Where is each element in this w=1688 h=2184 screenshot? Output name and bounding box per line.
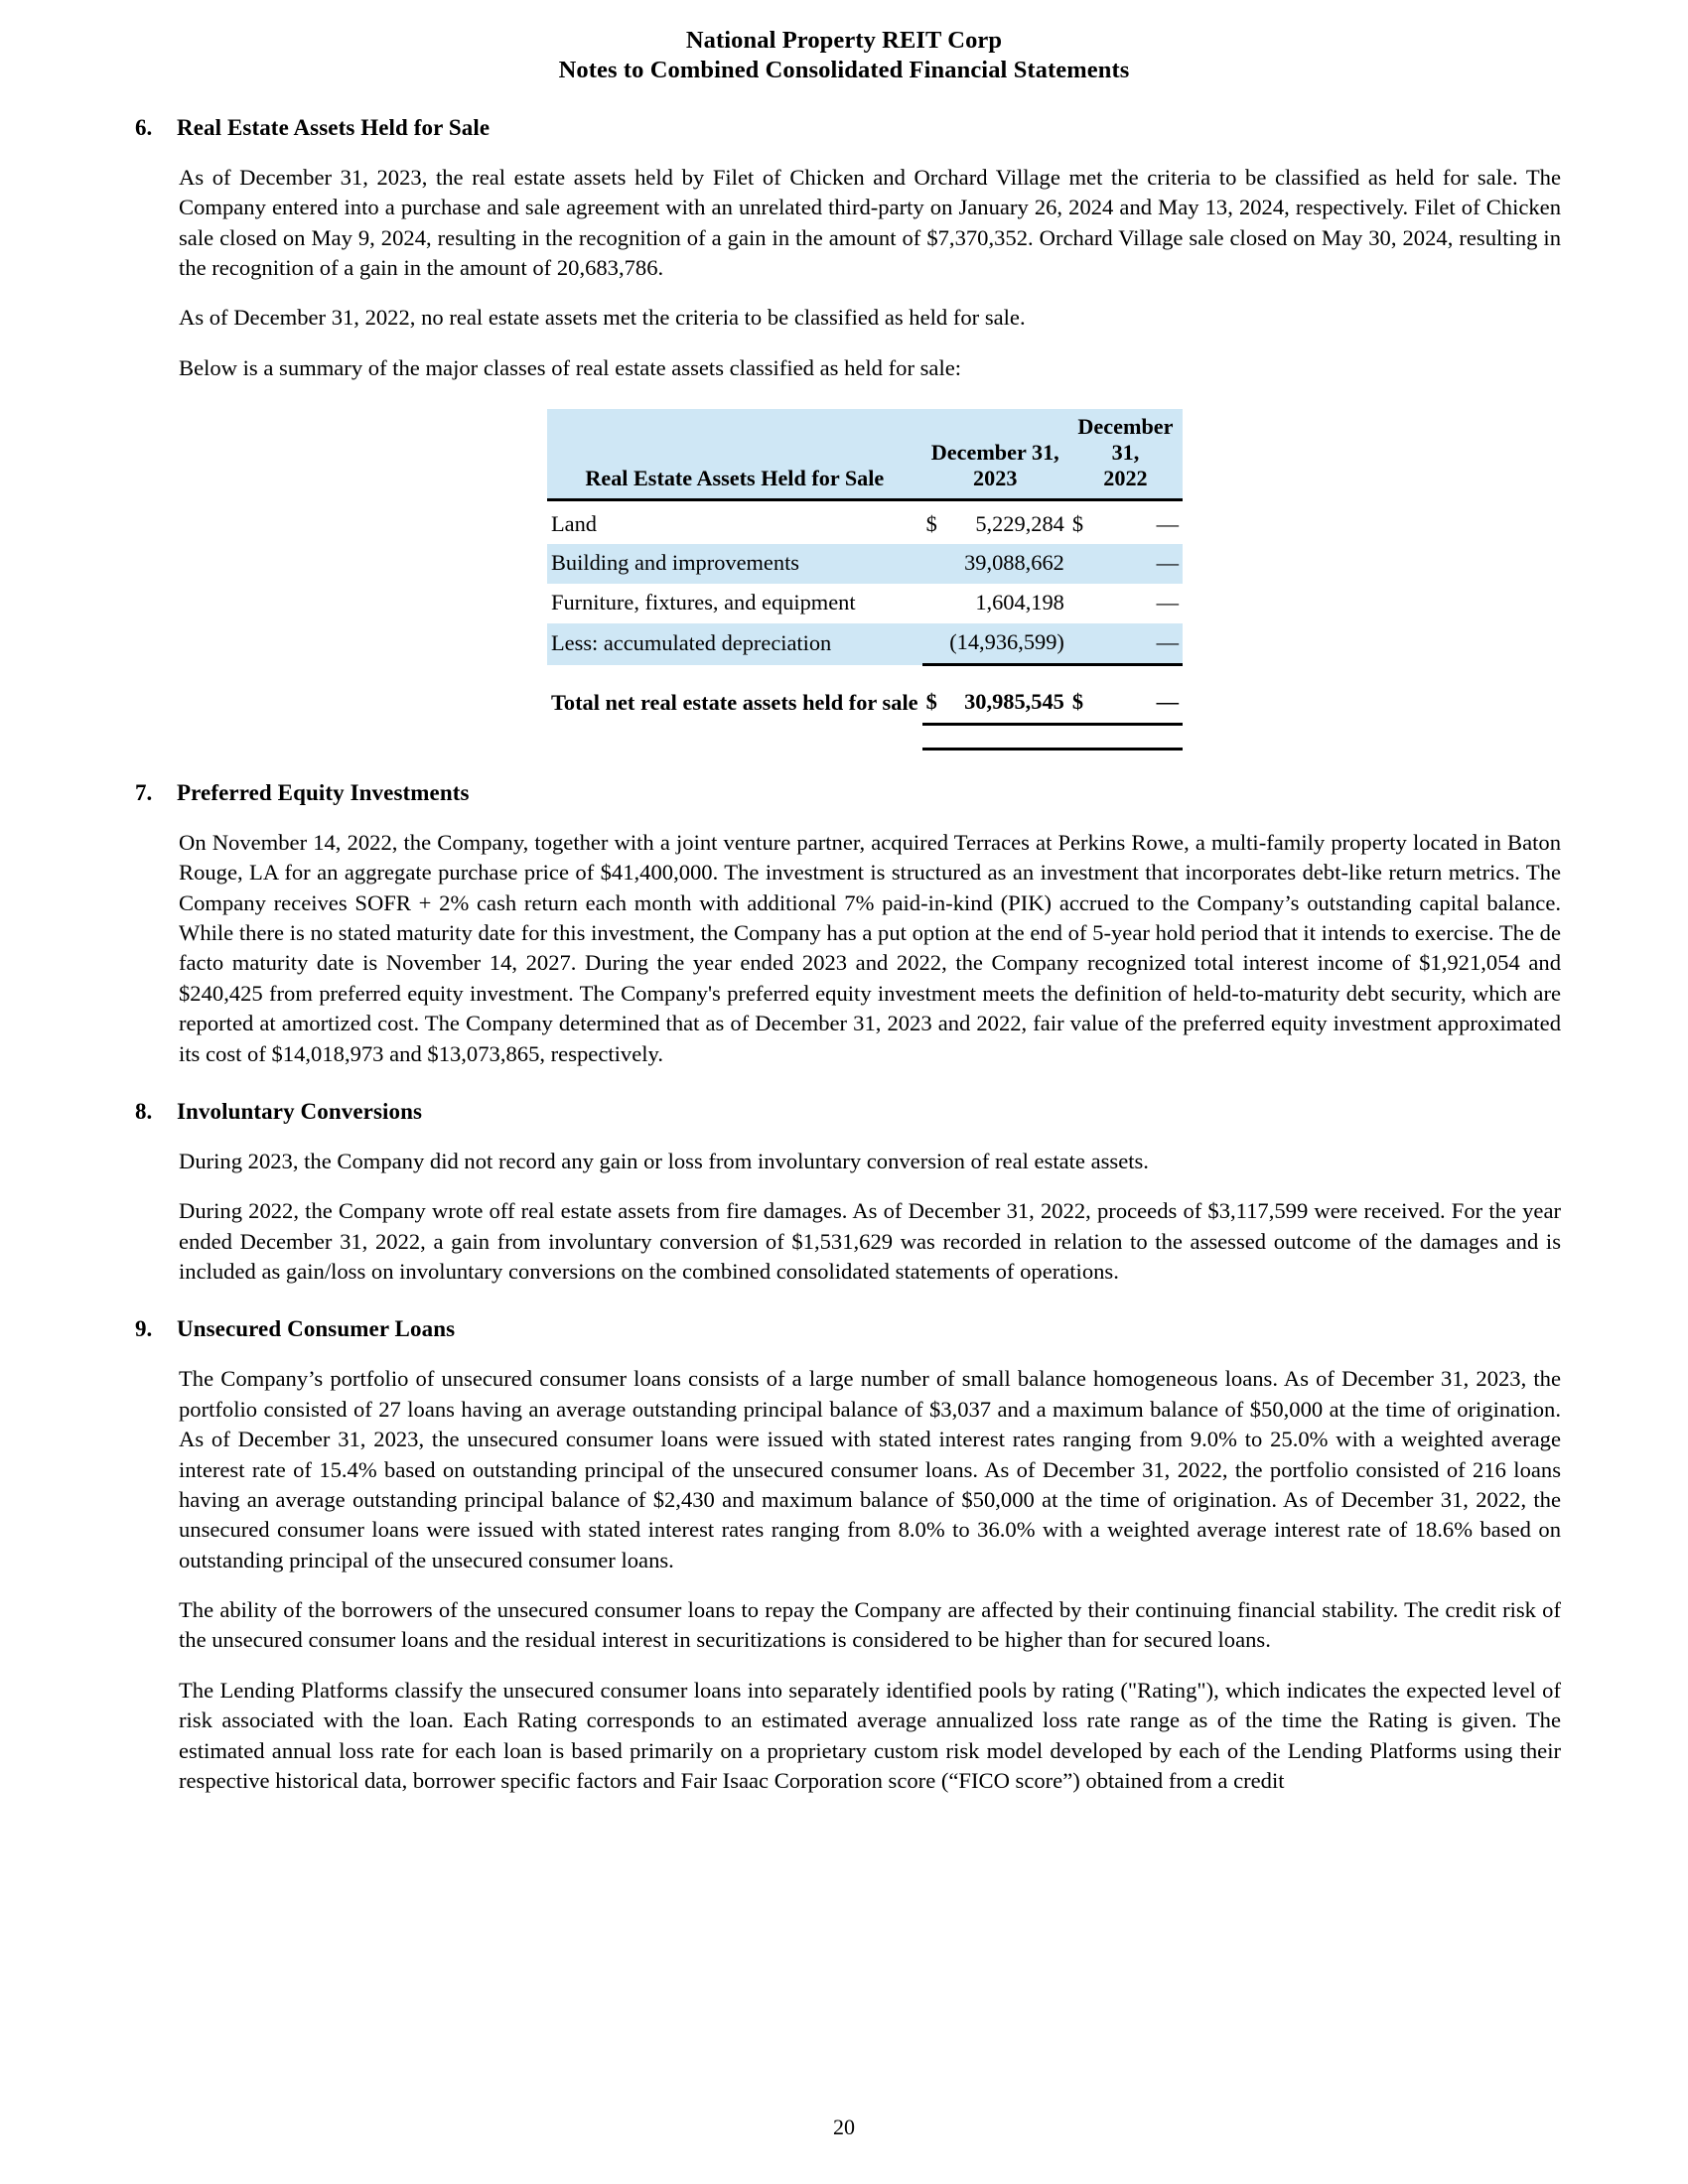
- row-currency-2023: $: [925, 510, 937, 536]
- table-subtotal-rule: [547, 665, 1183, 684]
- table-total-row: [547, 683, 1183, 724]
- section-7-paragraph-1: On November 14, 2022, the Company, together with a joint venture partner, acquired Terraces at Perkins Rowe, a multi-family property located in Baton Rouge, LA for an aggregate purchase price of $41,400,000. The investment is structured as an investment that incorporates debt-like return metrics. The Company receives SOFR + 2% cash return each month with additional 7% paid-in-kind (PIK) accrued to the Company’s outstanding capital balance. While there is no stated maturity date for this investment, the Company has a put option at the end of 5-year hold period that it intends to exercise. The de facto maturity date is November 14, 2027. During the year ended 2023 and 2022, the Company recognized total interest income of $1,921,054 and $240,425 from preferred equity investment. The Company's preferred equity investment meets the definition of held-to-maturity debt security, which are reported at amortized cost. The Company determined that as of December 31, 2023 and 2022, fair value of the preferred equity investment approximated its cost of $14,018,973 and $13,073,865, respectively.: [179, 829, 1561, 1066]
- total-value-2023: 30,985,545: [964, 689, 1064, 715]
- total-currency-2022: $: [1071, 689, 1084, 715]
- row-currency-2022: [1068, 623, 1095, 664]
- row-value-2022: —: [1156, 510, 1179, 536]
- held-for-sale-table-wrapper: [127, 383, 1561, 751]
- row-value-2022: —: [1095, 544, 1183, 584]
- table-row: [547, 505, 1183, 545]
- section-8-heading: [127, 1099, 1561, 1125]
- table-head: [547, 409, 1183, 505]
- section-8-paragraph-1: During 2023, the Company did not record any gain or loss from involuntary conversion of real estate assets.: [179, 1148, 1149, 1173]
- section-9-paragraph-2: The ability of the borrowers of the unsecured consumer loans to repay the Company are affected by their continuing financial stability. The credit risk of the unsecured consumer loans and the residual interest in securitizations is considered to be higher than for secured loans.: [179, 1597, 1561, 1653]
- total-currency-2023: $: [925, 689, 937, 715]
- table-header-col-2022-line2: 2022: [1103, 466, 1148, 491]
- table-header-col-2023-line2: 2023: [973, 466, 1018, 491]
- section-6-paragraph-3: Below is a summary of the major classes of real estate assets classified as held for sale:: [179, 354, 962, 380]
- section-6: [127, 115, 1561, 383]
- row-currency-2022: [1068, 584, 1095, 623]
- table-header-label: Real Estate Assets Held for Sale: [547, 409, 922, 499]
- row-label: Land: [551, 510, 598, 536]
- document-subtitle: Notes to Combined Consolidated Financial Statements: [558, 56, 1130, 83]
- company-name: National Property REIT Corp: [685, 27, 1003, 54]
- row-label: Furniture, fixtures, and equipment: [551, 590, 856, 615]
- section-6-heading: [127, 115, 1561, 141]
- row-value-2023: 5,229,284: [975, 510, 1064, 536]
- row-currency-2023: [922, 544, 945, 584]
- table-header-col-2023-line1: December 31,: [930, 440, 1059, 466]
- section-9-title: Unsecured Consumer Loans: [177, 1316, 456, 1342]
- row-value-2022: —: [1156, 590, 1179, 615]
- row-currency-2022: $: [1071, 510, 1084, 536]
- row-currency-2023: [922, 584, 945, 623]
- section-7-heading: [127, 780, 1561, 806]
- section-9: [127, 1316, 1561, 1796]
- section-7-title: Preferred Equity Investments: [177, 779, 470, 805]
- section-9-heading: [127, 1316, 1561, 1342]
- table-row: [547, 623, 1183, 664]
- total-label: Total net real estate assets held for sale: [551, 689, 918, 715]
- table-total-double-rule: [547, 724, 1183, 749]
- section-7-number: 7.: [135, 779, 153, 805]
- section-9-number: 9.: [135, 1316, 153, 1342]
- section-7: [127, 780, 1561, 1069]
- row-label: Less: accumulated depreciation: [547, 623, 922, 664]
- table-row: [547, 584, 1183, 623]
- row-value-2022: —: [1095, 623, 1183, 664]
- row-value-2023: 39,088,662: [945, 544, 1068, 584]
- document-header: [127, 26, 1561, 85]
- table-header-col-2023: [922, 409, 1068, 499]
- page-number: 20: [833, 2115, 855, 2139]
- section-6-paragraph-2: As of December 31, 2022, no real estate assets met the criteria to be classified as held for sale.: [179, 305, 1026, 331]
- section-8: [127, 1099, 1561, 1288]
- section-6-number: 6.: [135, 114, 153, 140]
- row-value-2023: 1,604,198: [975, 590, 1064, 615]
- section-8-paragraph-2: During 2022, the Company wrote off real estate assets from fire damages. As of December 31, 2022, proceeds of $3,117,599 were received. For the year ended December 31, 2022, a gain from involuntary conversion of $1,531,629 was recorded in relation to the assessed outcome of the damages and is included as gain/loss on involuntary conversions on the combined consolidated statements of operations.: [179, 1198, 1561, 1285]
- table-header-col-2022-line1: December 31,: [1077, 414, 1174, 466]
- row-value-2023: (14,936,599): [945, 623, 1068, 664]
- section-8-number: 8.: [135, 1098, 153, 1124]
- section-8-title: Involuntary Conversions: [177, 1098, 423, 1124]
- row-currency-2023: [922, 623, 945, 664]
- section-6-title: Real Estate Assets Held for Sale: [177, 114, 491, 140]
- table-header-row: [547, 409, 1183, 499]
- row-currency-2022: [1068, 544, 1095, 584]
- section-9-paragraph-1: The Company’s portfolio of unsecured consumer loans consists of a large number of small balance homogeneous loans. As of December 31, 2023, the portfolio consisted of 27 loans having an average outstanding principal balance of $3,037 and a maximum balance of $50,000 at the time of origination. As of December 31, 2023, the unsecured consumer loans were issued with stated interest rates ranging from 9.0% to 25.0% with a weighted average interest rate of 15.4% based on outstanding principal of the unsecured consumer loans. As of December 31, 2022, the portfolio consisted of 216 loans having an average outstanding principal balance of $2,430 and maximum balance of $50,000 at the time of origination. As of December 31, 2022, the unsecured consumer loans were issued with stated interest rates ranging from 8.0% to 36.0% with a weighted average interest rate of 18.6% based on outstanding principal of the unsecured consumer loans.: [179, 1366, 1561, 1572]
- held-for-sale-table: [547, 409, 1183, 751]
- section-6-paragraph-1: As of December 31, 2023, the real estate assets held by Filet of Chicken and Orchard Village met the criteria to be classified as held for sale. The Company entered into a purchase and sale agreement with an unrelated third-party on January 26, 2024 and May 13, 2024, respectively. Filet of Chicken sale closed on May 9, 2024, resulting in the recognition of a gain in the amount of $7,370,352. Orchard Village sale closed on May 30, 2024, resulting in the recognition of a gain in the amount of 20,683,786.: [179, 164, 1561, 280]
- total-value-2022: —: [1156, 689, 1179, 715]
- section-9-paragraph-3: The Lending Platforms classify the unsecured consumer loans into separately identified pools by rating ("Rating"), which indicates the expected level of risk associated with the loan. Each Rating corresponds to an estimated average annualized loss rate range as of the time the Rating is given. The estimated annual loss rate for each loan is based primarily on a proprietary custom risk model developed by each of the Lending Platforms using their respective historical data, borrower specific factors and Fair Isaac Corporation score (“FICO score”) obtained from a credit: [179, 1677, 1561, 1793]
- row-label: Building and improvements: [547, 544, 922, 584]
- table-header-col-2022: [1068, 409, 1183, 499]
- table-row: [547, 544, 1183, 584]
- table-body: [547, 505, 1183, 750]
